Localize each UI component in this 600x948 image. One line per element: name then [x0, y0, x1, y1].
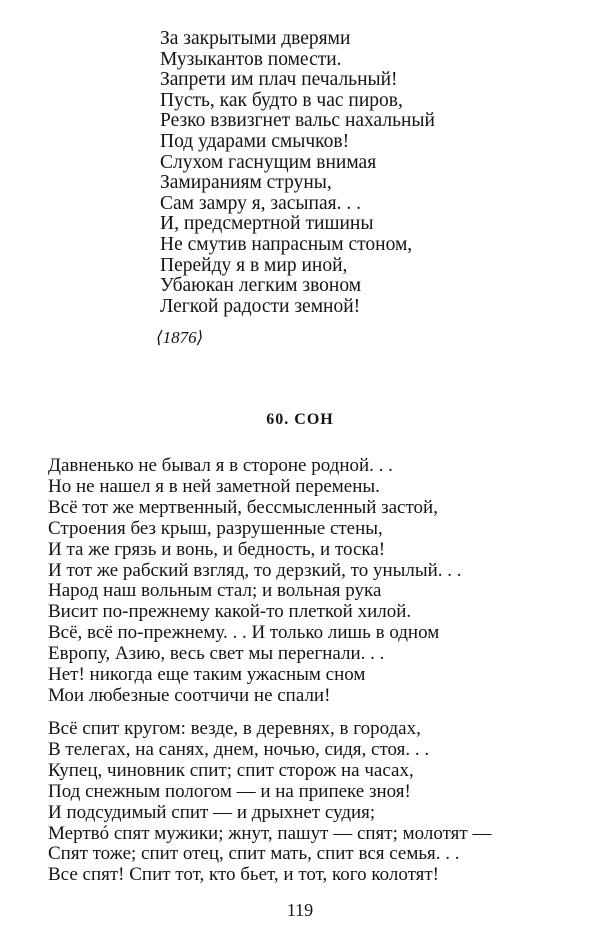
verse-line: И, предсмертной тишины [160, 213, 374, 235]
verse-line: Всё тот же мертвенный, бессмысленный застой, [48, 496, 438, 518]
poem-date: ⟨1876⟩ [156, 328, 204, 347]
verse-line: Замираниям струны, [160, 172, 332, 194]
page-number: 119 [286, 900, 314, 920]
verse-line: Под ударами смычков! [160, 130, 350, 152]
stanza-1 [48, 456, 462, 707]
stanza-2 [48, 719, 491, 886]
verse-line: Всё, всё по-прежнему. . . И только лишь в одном [48, 622, 440, 644]
verse-line: Мои любезные соотчичи не спали! [48, 684, 331, 706]
verse-line: Мертвó спят мужики; жнут, пашут — спят; молотят — [48, 822, 492, 844]
verse-line: Не смутив напрасным стоном, [160, 233, 413, 255]
verse-line: Европу, Азию, весь свет мы перегнали. . . [48, 643, 385, 665]
verse-line: Легкой радости земной! [160, 295, 361, 317]
verse-line: Спят тоже; спит отец, спит мать, спит вся семья. . . [48, 843, 460, 865]
poem-title: 60. СОН [266, 411, 334, 428]
verse-line: Но не нашел я в ней заметной перемены. [48, 475, 380, 497]
verse-line: Пусть, как будто в час пиров, [160, 89, 403, 111]
verse-line: Убаюкан легким звоном [160, 275, 362, 297]
verse-line: Перейду я в мир иной, [160, 254, 348, 276]
verse-line: Купец, чиновник спит; спит сторож на часах, [48, 759, 414, 781]
verse-line: И та же грязь и вонь, и бедность, и тоска! [48, 538, 386, 560]
verse-line: Строения без крыш, разрушенные стены, [48, 517, 383, 539]
verse-line: Под снежным пологом — и на припеке зноя! [48, 780, 411, 802]
verse-line: За закрытыми дверями [160, 28, 351, 49]
verse-line: Музыкантов помести. [160, 48, 342, 70]
verse-line: Народ наш вольным стал; и вольная рука [48, 580, 382, 602]
previous-poem-ending [160, 29, 435, 317]
verse-line: И подсудимый спит — и дрыхнет судия; [48, 801, 376, 823]
verse-line: Резко взвизгнет вальс нахальный [160, 110, 435, 132]
verse-line: Давненько не бывал я в стороне родной. . . [48, 455, 393, 476]
verse-line: В телегах, на санях, днем, ночью, сидя, стоя. . . [48, 738, 430, 760]
verse-line: Все спят! Спит тот, кто бьет, и тот, кого колотят! [48, 864, 440, 886]
verse-line: И тот же рабский взгляд, то дерзкий, то унылый. . . [48, 559, 462, 581]
verse-line: Сам замру я, засыпая. . . [160, 192, 361, 214]
verse-line: Нет! никогда еще таким ужасным сном [48, 664, 366, 686]
verse-line: Висит по-прежнему какой-то плеткой хилой. [48, 601, 412, 623]
verse-line: Слухом гаснущим внимая [160, 151, 377, 173]
verse-line: Запрети им плач печальный! [160, 69, 398, 91]
verse-line: Всё спит кругом: везде, в деревнях, в городах, [48, 718, 421, 739]
